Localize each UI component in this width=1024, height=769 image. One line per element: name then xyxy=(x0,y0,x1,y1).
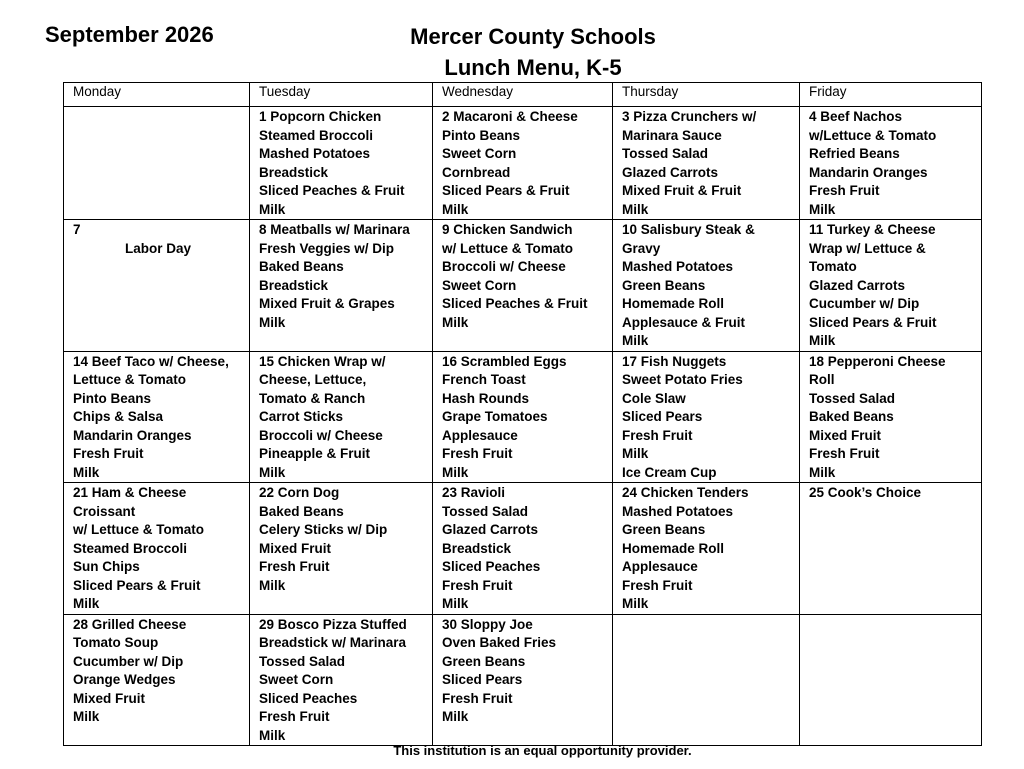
weekday-header-friday: Friday xyxy=(800,83,982,107)
day-number-entree: 9 Chicken Sandwich xyxy=(442,222,573,237)
menu-item: Ice Cream Cup xyxy=(622,464,717,480)
day-cell-wednesday xyxy=(433,351,613,483)
menu-item: Roll xyxy=(809,372,835,387)
menu-item: Milk xyxy=(73,709,100,724)
day-cell-wednesday xyxy=(433,220,613,352)
menu-item: Milk xyxy=(259,577,286,593)
day-cell-tuesday xyxy=(250,220,433,352)
day-number-entree: 2 Macaroni & Cheese xyxy=(442,109,578,124)
menu-item: Tossed Salad xyxy=(442,503,529,519)
day-number-entree: 3 Pizza Crunchers w/ xyxy=(622,109,757,124)
footer-statement: This institution is an equal opportunity provider. xyxy=(393,743,692,758)
menu-item: Sliced Peaches & Fruit xyxy=(442,296,588,311)
day-cell-monday xyxy=(64,351,250,483)
weekday-header-thursday: Thursday xyxy=(613,83,800,107)
menu-item: Sliced Pears xyxy=(622,409,703,424)
day-number-entree: 30 Sloppy Joe xyxy=(442,616,533,632)
menu-item: Milk xyxy=(442,709,469,724)
menu-item: Mandarin Oranges xyxy=(809,164,928,180)
menu-item: Milk xyxy=(622,201,649,217)
menu-item: Mixed Fruit xyxy=(809,427,882,443)
menu-item: Cornbread xyxy=(442,164,511,180)
month-heading: September 2026 xyxy=(45,22,214,47)
day-number-entree: 14 Beef Taco w/ Cheese, xyxy=(73,353,229,369)
menu-item: Milk xyxy=(73,464,100,480)
menu-item: Steamed Broccoli xyxy=(73,540,188,556)
menu-item: Fresh Fruit xyxy=(622,427,693,443)
menu-item: Marinara Sauce xyxy=(622,127,722,143)
menu-item: Celery Sticks w/ Dip xyxy=(259,522,388,537)
menu-item: Milk xyxy=(809,333,836,348)
menu-item: Fresh Fruit xyxy=(442,690,513,706)
menu-item: Milk xyxy=(622,446,649,461)
menu-item: Homemade Roll xyxy=(622,540,725,556)
day-number-entree: 25 Cook’s Choice xyxy=(809,485,922,500)
weekday-header-row xyxy=(64,83,982,107)
menu-item: Baked Beans xyxy=(809,409,894,424)
day-cell-monday xyxy=(64,483,250,615)
menu-item: Mashed Potatoes xyxy=(622,503,734,519)
day-cell-friday xyxy=(800,220,982,352)
day-cell-wednesday xyxy=(433,107,613,220)
weekday-header-monday: Monday xyxy=(64,83,250,107)
menu-item: French Toast xyxy=(442,372,526,387)
menu-item: Cucumber w/ Dip xyxy=(809,296,920,311)
menu-item: Mandarin Oranges xyxy=(73,427,192,443)
menu-item: Pinto Beans xyxy=(442,127,521,143)
weekday-header-wednesday: Wednesday xyxy=(433,83,613,107)
menu-item: Tossed Salad xyxy=(809,390,896,406)
day-cell-friday xyxy=(800,614,982,746)
week-row xyxy=(64,483,982,615)
holiday-note: Labor Day xyxy=(124,240,192,256)
day-cell-tuesday xyxy=(250,107,433,220)
day-cell-friday xyxy=(800,483,982,615)
menu-item: Tomato & Ranch xyxy=(259,390,366,406)
menu-item: Croissant xyxy=(73,503,136,519)
menu-item: Wrap w/ Lettuce & xyxy=(809,240,926,256)
menu-item: Refried Beans xyxy=(809,146,900,161)
day-cell-tuesday xyxy=(250,614,433,746)
menu-item: Green Beans xyxy=(622,522,706,537)
menu-item: Sliced Peaches & Fruit xyxy=(259,183,405,198)
menu-item: Breadstick xyxy=(259,164,329,180)
week-row xyxy=(64,614,982,746)
menu-item: Milk xyxy=(809,201,836,217)
menu-item: Sweet Corn xyxy=(442,277,517,293)
menu-item: Sliced Peaches xyxy=(442,559,541,574)
menu-item: Fresh Fruit xyxy=(809,446,880,461)
day-cell-friday xyxy=(800,107,982,220)
menu-item: Mixed Fruit xyxy=(259,540,332,556)
menu-item: Sliced Pears & Fruit xyxy=(809,314,937,330)
week-row xyxy=(64,107,982,220)
day-cell-thursday xyxy=(613,107,800,220)
menu-item: Carrot Sticks xyxy=(259,409,344,424)
menu-item: Milk xyxy=(73,596,100,611)
menu-item: Milk xyxy=(259,201,286,217)
menu-item: Applesauce xyxy=(442,427,518,443)
menu-item: Milk xyxy=(259,314,286,330)
day-cell-tuesday xyxy=(250,351,433,483)
menu-item: Milk xyxy=(622,333,649,348)
day-cell-monday xyxy=(64,107,250,220)
day-cell-thursday xyxy=(613,351,800,483)
menu-item: Tomato xyxy=(809,259,857,274)
menu-item: Fresh Fruit xyxy=(809,183,880,198)
menu-item: Cucumber w/ Dip xyxy=(73,653,184,669)
day-number-entree: 22 Corn Dog xyxy=(259,485,340,500)
menu-item: Broccoli w/ Cheese xyxy=(442,259,566,274)
menu-item: Baked Beans xyxy=(259,503,344,519)
menu-item: Sliced Pears & Fruit xyxy=(442,183,570,198)
day-cell-thursday xyxy=(613,483,800,615)
day-number-entree: 10 Salisbury Steak & xyxy=(622,222,755,237)
menu-item: Milk xyxy=(442,596,469,611)
menu-item: Hash Rounds xyxy=(442,390,530,406)
day-number-entree: 23 Ravioli xyxy=(442,485,506,500)
day-number-entree: 21 Ham & Cheese xyxy=(73,485,187,500)
menu-item: Applesauce xyxy=(622,559,698,574)
menu-item: Green Beans xyxy=(442,653,526,669)
day-number-entree: 15 Chicken Wrap w/ xyxy=(259,353,386,369)
week-row xyxy=(64,220,982,352)
day-number-entree: 8 Meatballs w/ Marinara xyxy=(259,222,410,237)
menu-item: Sun Chips xyxy=(73,559,140,574)
day-cell-tuesday xyxy=(250,483,433,615)
menu-item: Milk xyxy=(622,596,649,611)
day-number-entree: 4 Beef Nachos xyxy=(809,109,903,124)
menu-item: w/Lettuce & Tomato xyxy=(809,127,937,143)
menu-item: w/ Lettuce & Tomato xyxy=(442,240,574,256)
day-cell-thursday xyxy=(613,220,800,352)
menu-item: Oven Baked Fries xyxy=(442,635,557,650)
menu-item: Sweet Corn xyxy=(259,672,334,687)
menu-item: Pinto Beans xyxy=(73,390,152,406)
menu-item: Cole Slaw xyxy=(622,390,686,406)
menu-item: Milk xyxy=(809,464,836,480)
day-number-entree: 1 Popcorn Chicken xyxy=(259,109,382,124)
menu-item: Gravy xyxy=(622,240,661,256)
menu-item: Breadstick xyxy=(442,540,512,556)
menu-item: Milk xyxy=(442,314,469,330)
menu-item: Orange Wedges xyxy=(73,672,176,687)
menu-item: Glazed Carrots xyxy=(809,277,906,293)
menu-item: Fresh Veggies w/ Dip xyxy=(259,240,395,256)
menu-item: Glazed Carrots xyxy=(622,164,719,180)
menu-item: Mashed Potatoes xyxy=(622,259,734,274)
menu-item: Milk xyxy=(442,464,469,480)
menu-item: Milk xyxy=(442,201,469,217)
menu-item: Steamed Broccoli xyxy=(259,127,374,143)
menu-item: Broccoli w/ Cheese xyxy=(259,427,383,443)
menu-item: Mixed Fruit xyxy=(73,690,146,706)
day-number-entree: 18 Pepperoni Cheese xyxy=(809,353,946,369)
menu-item: Mixed Fruit & Grapes xyxy=(259,296,395,311)
menu-item: Fresh Fruit xyxy=(259,709,330,724)
menu-item: Sweet Corn xyxy=(442,146,517,161)
menu-item: Chips & Salsa xyxy=(73,409,164,424)
menu-item: Cheese, Lettuce, xyxy=(259,372,367,387)
menu-item: Fresh Fruit xyxy=(622,577,693,593)
day-number-entree: 11 Turkey & Cheese xyxy=(809,222,936,237)
menu-item: Mashed Potatoes xyxy=(259,146,371,161)
day-cell-friday xyxy=(800,351,982,483)
day-number-entree: 16 Scrambled Eggs xyxy=(442,353,567,369)
weekday-header-tuesday: Tuesday xyxy=(250,83,433,107)
lunch-menu-calendar xyxy=(63,82,982,746)
menu-item: Milk xyxy=(259,727,286,743)
day-cell-wednesday xyxy=(433,614,613,746)
menu-item: Mixed Fruit & Fruit xyxy=(622,183,742,198)
page-title-line-2: Lunch Menu, K-5 xyxy=(444,55,622,80)
menu-item: Sliced Peaches xyxy=(259,690,358,706)
page-title-line-1: Mercer County Schools xyxy=(410,24,656,49)
menu-item: Sweet Potato Fries xyxy=(622,372,743,387)
day-number-entree: 28 Grilled Cheese xyxy=(73,616,187,632)
menu-item: Glazed Carrots xyxy=(442,522,539,537)
menu-item: Lettuce & Tomato xyxy=(73,372,187,387)
day-number-entree: 24 Chicken Tenders xyxy=(622,485,749,500)
menu-item: Milk xyxy=(259,464,286,480)
day-cell-wednesday xyxy=(433,483,613,615)
day-number-entree: 17 Fish Nuggets xyxy=(622,353,727,369)
day-number-entree: 7 xyxy=(73,222,81,237)
menu-item: Grape Tomatoes xyxy=(442,409,548,424)
menu-item: Sliced Pears & Fruit xyxy=(73,577,201,593)
week-row xyxy=(64,351,982,483)
menu-item: Breadstick xyxy=(259,277,329,293)
menu-item: Tossed Salad xyxy=(259,653,346,669)
menu-item: Homemade Roll xyxy=(622,296,725,311)
menu-item: Fresh Fruit xyxy=(442,446,513,461)
menu-item: Fresh Fruit xyxy=(73,446,144,461)
menu-item: Fresh Fruit xyxy=(442,577,513,593)
menu-item: Fresh Fruit xyxy=(259,559,330,574)
menu-item: Breadstick w/ Marinara xyxy=(259,635,407,650)
menu-item: Green Beans xyxy=(622,277,706,293)
menu-item: Tossed Salad xyxy=(622,146,709,161)
day-number-entree: 29 Bosco Pizza Stuffed xyxy=(259,616,407,632)
menu-item: Baked Beans xyxy=(259,259,344,274)
day-cell-monday xyxy=(64,614,250,746)
menu-item: Applesauce & Fruit xyxy=(622,314,746,330)
menu-item: Pineapple & Fruit xyxy=(259,446,371,461)
menu-item: w/ Lettuce & Tomato xyxy=(73,522,205,537)
day-cell-thursday xyxy=(613,614,800,746)
day-cell-monday xyxy=(64,220,250,352)
menu-item: Sliced Pears xyxy=(442,672,523,687)
menu-item: Tomato Soup xyxy=(73,635,159,650)
